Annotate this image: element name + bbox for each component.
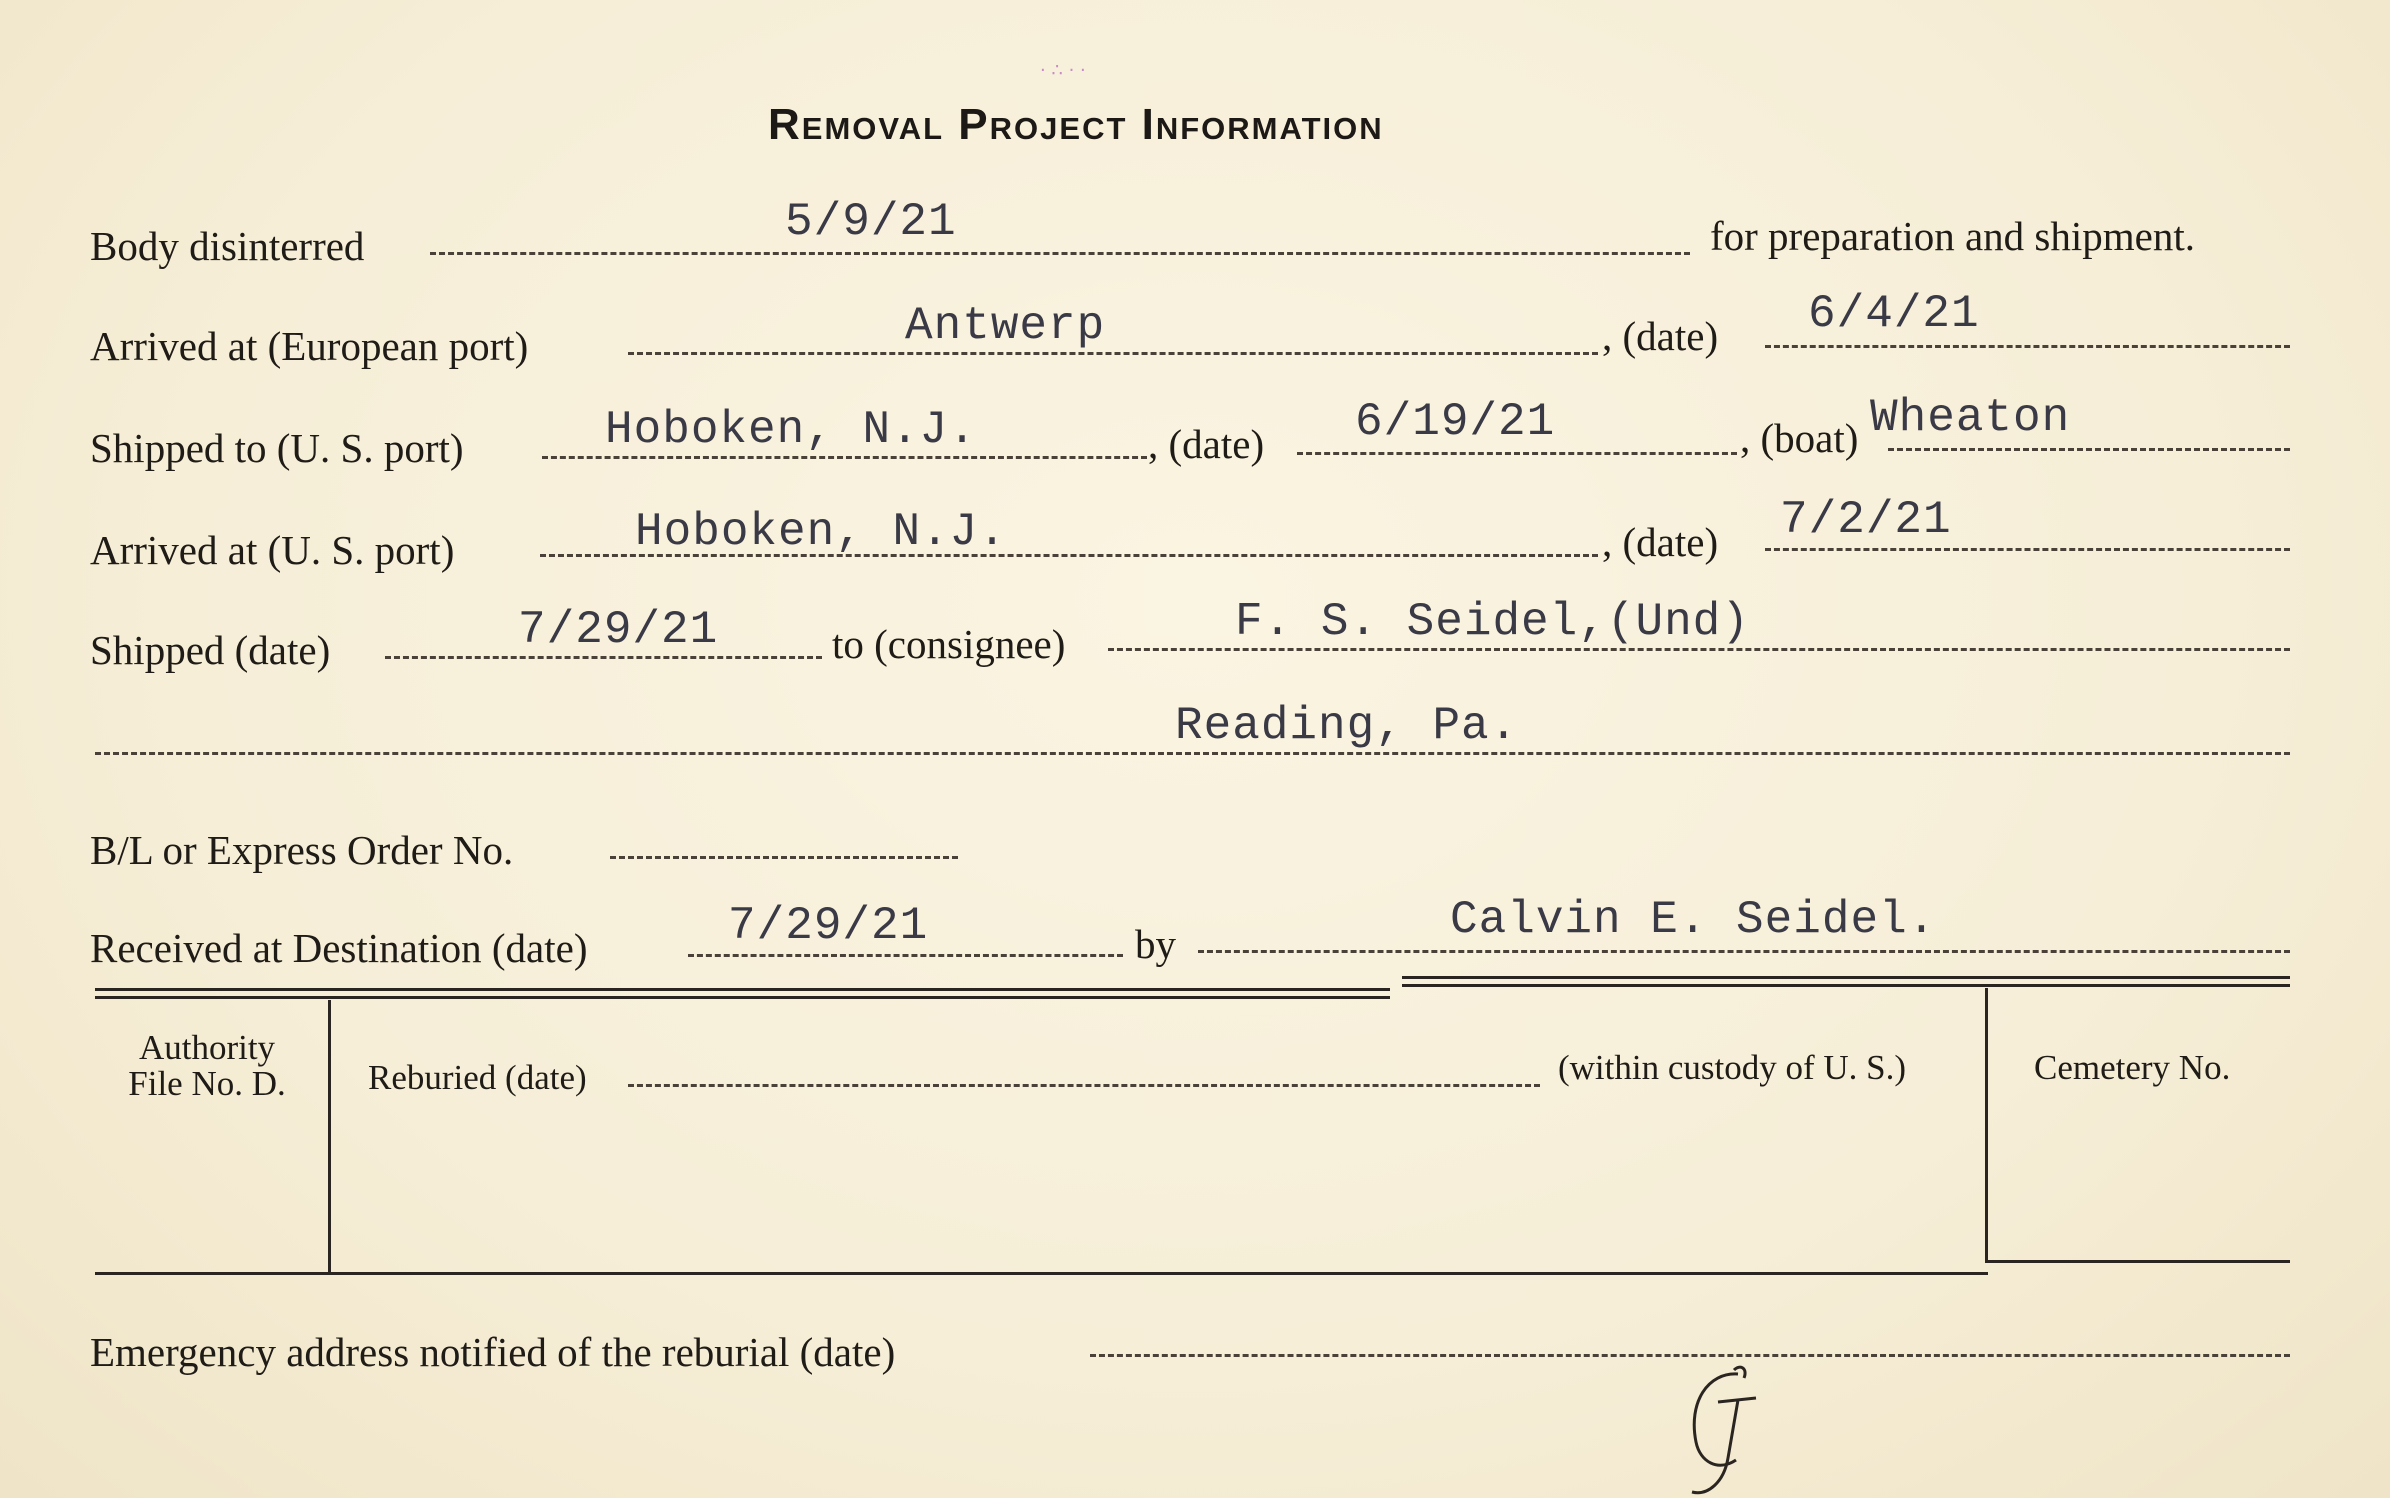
european-port-line <box>628 352 1598 355</box>
consignee-city-line <box>95 752 2290 755</box>
received-label: Received at Destination (date) <box>90 925 588 971</box>
body-disinterred-value: 5/9/21 <box>785 196 957 248</box>
emergency-label: Emergency address notified of the reburial (date) <box>90 1329 896 1375</box>
received-by-label: by <box>1135 921 1176 967</box>
shipped-date-label: , (date) <box>1148 421 1265 467</box>
shipped-us-port-value: Hoboken, N.J. <box>605 404 977 456</box>
table-divider-2 <box>1985 988 1988 1260</box>
table-bottom-rule-left <box>95 1272 1988 1275</box>
consignee-city-value: Reading, Pa. <box>1175 700 1519 752</box>
handwritten-initials-mark <box>1678 1362 1768 1498</box>
european-port-value: Antwerp <box>905 300 1106 352</box>
european-date-label: , (date) <box>1602 313 1719 359</box>
bl-order-line <box>610 856 958 859</box>
bl-order-label: B/L or Express Order No. <box>90 827 514 873</box>
consignee-line <box>1108 648 2290 651</box>
shipped-date-line <box>1297 452 1737 455</box>
table-top-rule-left <box>95 988 1390 991</box>
shipped-us-port-line <box>542 456 1147 459</box>
arrived-us-date-line <box>1765 548 2290 551</box>
emergency-line <box>1090 1354 2290 1357</box>
shipped-date-row-value: 7/29/21 <box>518 604 719 656</box>
arrived-us-port-label: Arrived at (U. S. port) <box>90 527 455 573</box>
table-top-rule-right-2 <box>1402 984 2290 987</box>
shipped-date-value: 6/19/21 <box>1355 396 1556 448</box>
consignee-value: F. S. Seidel,(Und) <box>1235 596 1750 648</box>
reburied-label: Reburied (date) <box>368 1058 587 1097</box>
arrived-us-date-value: 7/2/21 <box>1780 494 1952 546</box>
body-disinterred-line <box>430 252 1690 255</box>
european-port-label: Arrived at (European port) <box>90 323 529 369</box>
stamp-mark: · ∴ · · <box>1040 60 1086 81</box>
european-date-value: 6/4/21 <box>1808 288 1980 340</box>
authority-label-line1: Authority <box>138 1028 276 1067</box>
authority-label-line2: File No. D. <box>128 1064 286 1103</box>
authority-file-label <box>112 1030 302 1102</box>
boat-label: , (boat) <box>1740 415 1859 461</box>
table-top-rule-right <box>1402 976 2290 979</box>
arrived-us-port-value: Hoboken, N.J. <box>635 506 1007 558</box>
boat-line <box>1888 448 2290 451</box>
table-bottom-rule-right <box>1985 1260 2290 1263</box>
page-title: Removal Project Information <box>768 100 1384 149</box>
shipped-us-port-label: Shipped to (U. S. port) <box>90 425 464 471</box>
european-date-line <box>1765 345 2290 348</box>
body-disinterred-label: Body disinterred <box>90 223 365 269</box>
table-divider-1 <box>328 1000 331 1272</box>
consignee-label: to (consignee) <box>832 621 1066 667</box>
table-top-rule-left-2 <box>95 996 1390 999</box>
received-date-value: 7/29/21 <box>728 900 929 952</box>
received-by-line <box>1198 950 2290 953</box>
boat-value: Wheaton <box>1870 392 2071 444</box>
received-by-value: Calvin E. Seidel. <box>1450 894 1937 946</box>
custody-label: (within custody of U. S.) <box>1558 1048 1907 1087</box>
cemetery-no-label: Cemetery No. <box>2034 1048 2231 1087</box>
arrived-us-date-label: , (date) <box>1602 519 1719 565</box>
shipment-suffix: for preparation and shipment. <box>1710 213 2196 259</box>
reburied-line <box>628 1084 1540 1087</box>
received-date-line <box>688 954 1123 957</box>
shipped-date-row-label: Shipped (date) <box>90 627 331 673</box>
shipped-date-row-line <box>385 656 822 659</box>
